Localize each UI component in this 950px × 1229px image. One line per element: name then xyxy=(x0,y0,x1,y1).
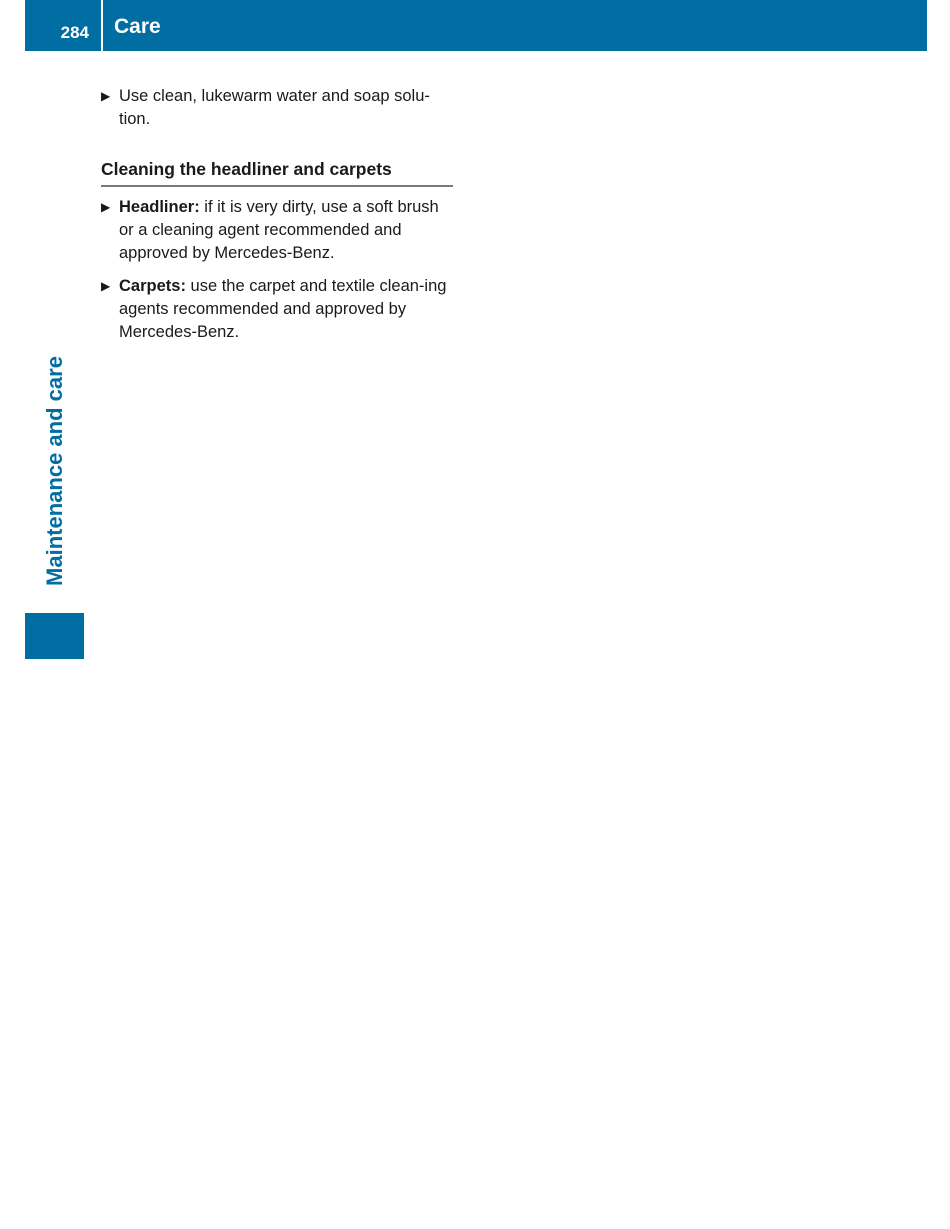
section-title: Care xyxy=(114,15,161,38)
side-tab-marker xyxy=(25,613,84,659)
bullet-text: use the carpet and textile clean-ing agents recommended and approved by Mercedes-Benz. xyxy=(119,277,447,341)
bullet-term: Carpets: xyxy=(119,277,186,295)
list-item xyxy=(101,85,453,131)
list-item xyxy=(101,196,453,265)
list-item xyxy=(101,275,453,344)
section-heading: Cleaning the headliner and carpets xyxy=(101,158,453,187)
side-tab-label: Maintenance and care xyxy=(41,356,67,586)
right-triangle-icon: ▶ xyxy=(101,200,111,214)
side-tab xyxy=(25,340,84,602)
header-divider xyxy=(101,0,103,51)
right-triangle-icon: ▶ xyxy=(101,89,111,103)
bullet-text: Use clean, lukewarm water and soap solu-tion. xyxy=(119,87,430,128)
bullet-text: if it is very dirty, use a soft brush or a cleaning agent recommended and approved by Mercedes-Benz. xyxy=(119,198,439,262)
page-number: 284 xyxy=(60,23,89,42)
page-content xyxy=(101,85,453,354)
bullet-term: Headliner: xyxy=(119,198,200,216)
right-triangle-icon: ▶ xyxy=(101,279,111,293)
